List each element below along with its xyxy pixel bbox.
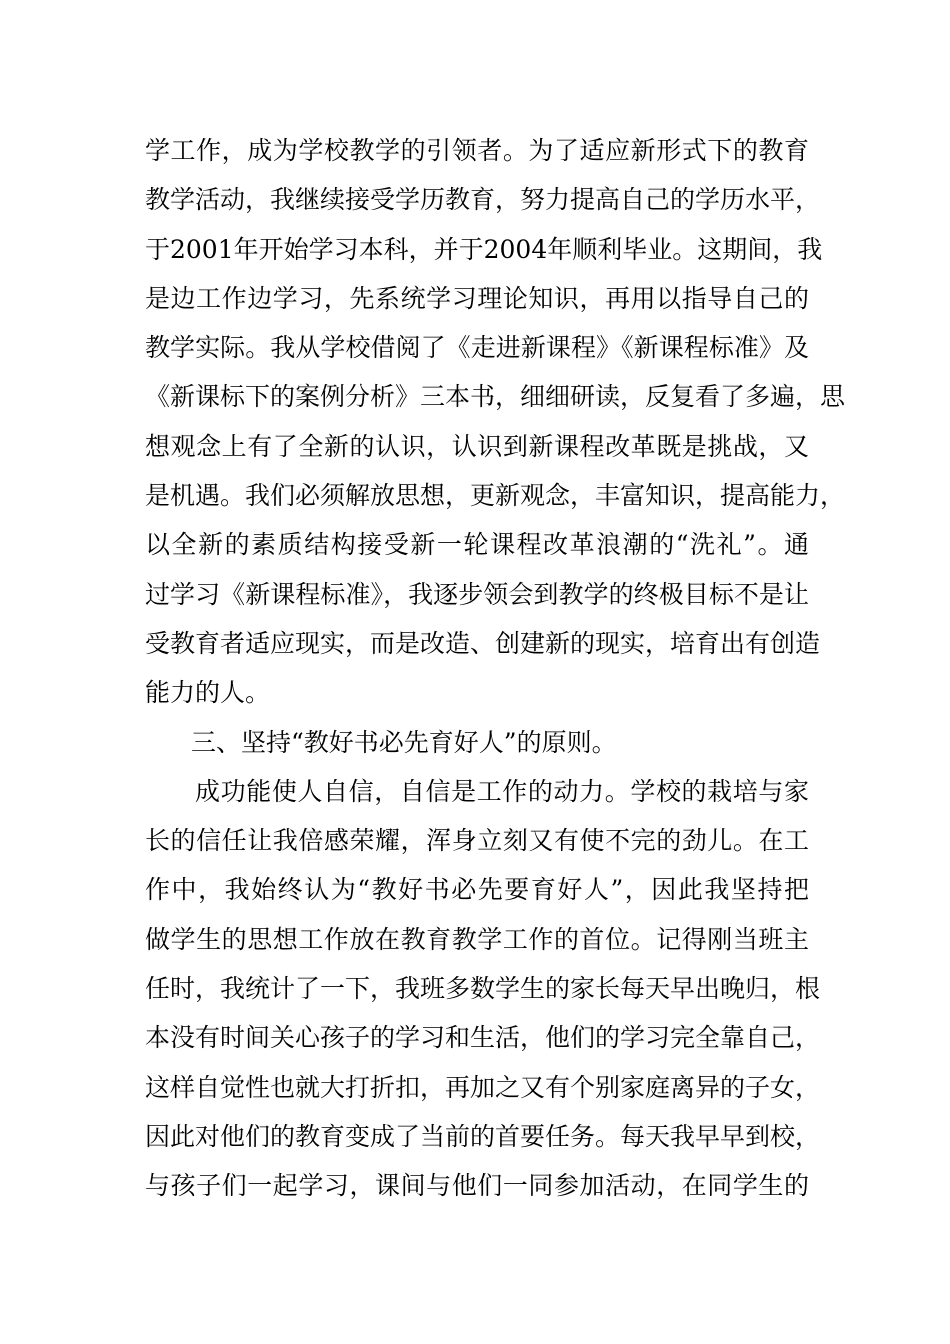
section-heading: 三、坚持“教好书必先育好人”的原则。	[191, 727, 617, 757]
text-line: 教学活动，我继续接受学历教育，努力提高自己的学历水平，	[145, 185, 821, 215]
text-line: 因此对他们的教育变成了当前的首要任务。每天我早早到校，	[145, 1121, 821, 1151]
text-line: 本没有时间关心孩子的学习和生活，他们的学习完全靠自己，	[145, 1023, 821, 1053]
text-line: 于2001年开始学习本科，并于2004年顺利毕业。这期间，我	[145, 234, 823, 264]
text-line: 是边工作边学习，先系统学习理论知识，再用以指导自己的	[145, 283, 809, 313]
text-line: 教学实际。我从学校借阅了《走进新课程》《新课程标准》及	[145, 333, 809, 363]
text-line: 想观念上有了全新的认识，认识到新课程改革既是挑战，又	[145, 431, 809, 461]
text-line: 以全新的素质结构接受新一轮课程改革浪潮的“洗礼”。通	[145, 530, 809, 560]
text-line: 做学生的思想工作放在教育教学工作的首位。记得刚当班主	[145, 924, 809, 954]
text-line: 任时，我统计了一下，我班多数学生的家长每天早出晚归，根	[145, 974, 821, 1004]
text-line: 长的信任让我倍感荣耀，浑身立刻又有使不完的劲儿。在工	[145, 826, 809, 856]
text-line: 这样自觉性也就大打折扣，再加之又有个别家庭离异的子女，	[145, 1072, 821, 1102]
text-line: 受教育者适应现实，而是改造、创建新的现实，培育出有创造	[145, 628, 821, 658]
text-line: 是机遇。我们必须解放思想，更新观念，丰富知识，提高能力，	[145, 481, 846, 511]
text-line: 成功能使人自信，自信是工作的动力。学校的栽培与家	[195, 776, 809, 806]
text-line: 学工作，成为学校教学的引领者。为了适应新形式下的教育	[145, 136, 809, 165]
text-line: 与孩子们一起学习，课间与他们一同参加活动，在同学生的	[145, 1171, 809, 1201]
text-line: 能力的人。	[145, 678, 271, 708]
text-line: 作中，我始终认为“教好书必先要育好人”，因此我坚持把	[145, 875, 809, 905]
text-line: 过学习《新课程标准》，我逐步领会到教学的终极目标不是让	[145, 579, 809, 609]
text-line: 《新课标下的案例分析》三本书，细细研读，反复看了多遍，思	[145, 382, 846, 412]
body-text	[145, 126, 846, 1211]
